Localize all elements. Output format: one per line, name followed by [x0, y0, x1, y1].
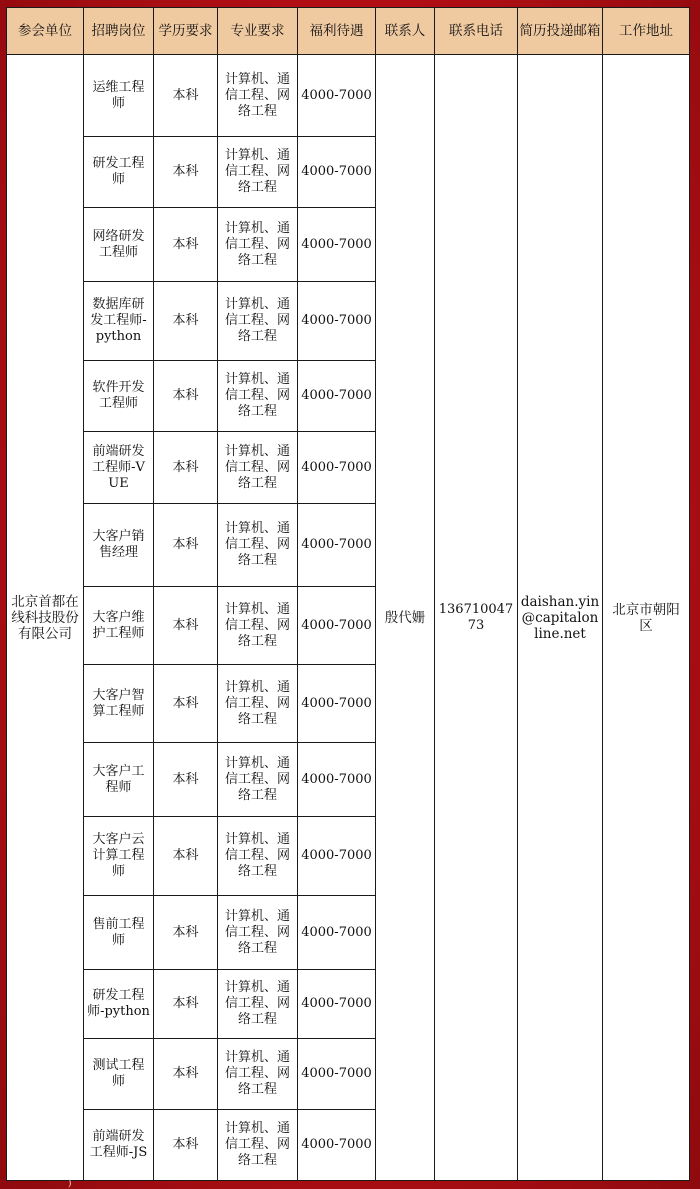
recruitment-table [6, 7, 690, 1181]
contact-cell: 殷代姗 [376, 55, 435, 1181]
salary-cell: 4000-7000 [298, 743, 376, 817]
education-cell: 本科 [154, 208, 218, 282]
position-cell: 网络研发工程师 [84, 208, 154, 282]
position-cell: 大客户销售经理 [84, 504, 154, 587]
major-cell: 计算机、通信工程、网络工程 [218, 1039, 298, 1110]
major-cell: 计算机、通信工程、网络工程 [218, 1110, 298, 1181]
salary-cell: 4000-7000 [298, 208, 376, 282]
major-cell: 计算机、通信工程、网络工程 [218, 208, 298, 282]
major-cell: 计算机、通信工程、网络工程 [218, 282, 298, 361]
major-cell: 计算机、通信工程、网络工程 [218, 137, 298, 208]
salary-cell: 4000-7000 [298, 1110, 376, 1181]
position-cell: 大客户云计算工程师 [84, 817, 154, 896]
education-cell: 本科 [154, 361, 218, 432]
salary-cell: 4000-7000 [298, 896, 376, 970]
job-fair-sheet [6, 7, 689, 1180]
header-salary: 福利待遇 [298, 8, 376, 55]
education-cell: 本科 [154, 970, 218, 1039]
position-cell: 大客户维护工程师 [84, 587, 154, 665]
header-major: 专业要求 [218, 8, 298, 55]
education-cell: 本科 [154, 55, 218, 137]
education-cell: 本科 [154, 504, 218, 587]
position-cell: 售前工程师 [84, 896, 154, 970]
major-cell: 计算机、通信工程、网络工程 [218, 504, 298, 587]
position-cell: 前端研发工程师-JS [84, 1110, 154, 1181]
position-cell: 测试工程师 [84, 1039, 154, 1110]
major-cell: 计算机、通信工程、网络工程 [218, 432, 298, 504]
salary-cell: 4000-7000 [298, 432, 376, 504]
salary-cell: 4000-7000 [298, 587, 376, 665]
table-row [7, 55, 690, 137]
company-cell: 北京首都在线科技股份有限公司 [7, 55, 84, 1181]
position-cell: 研发工程师 [84, 137, 154, 208]
position-cell: 大客户工程师 [84, 743, 154, 817]
header-position: 招聘岗位 [84, 8, 154, 55]
position-cell: 研发工程师-python [84, 970, 154, 1039]
salary-cell: 4000-7000 [298, 137, 376, 208]
position-cell: 大客户智算工程师 [84, 665, 154, 743]
position-cell: 运维工程师 [84, 55, 154, 137]
salary-cell: 4000-7000 [298, 504, 376, 587]
salary-cell: 4000-7000 [298, 55, 376, 137]
header-contact: 联系人 [376, 8, 435, 55]
phone-cell: 13671004773 [435, 55, 518, 1181]
position-cell: 前端研发工程师-VUE [84, 432, 154, 504]
major-cell: 计算机、通信工程、网络工程 [218, 665, 298, 743]
header-company: 参会单位 [7, 8, 84, 55]
education-cell: 本科 [154, 282, 218, 361]
education-cell: 本科 [154, 137, 218, 208]
major-cell: 计算机、通信工程、网络工程 [218, 743, 298, 817]
education-cell: 本科 [154, 817, 218, 896]
position-cell: 数据库研发工程师-python [84, 282, 154, 361]
education-cell: 本科 [154, 896, 218, 970]
major-cell: 计算机、通信工程、网络工程 [218, 896, 298, 970]
footer-mark: ) [68, 1179, 72, 1189]
header-education: 学历要求 [154, 8, 218, 55]
major-cell: 计算机、通信工程、网络工程 [218, 587, 298, 665]
address-cell: 北京市朝阳区 [603, 55, 690, 1181]
education-cell: 本科 [154, 665, 218, 743]
header-phone: 联系电话 [435, 8, 518, 55]
salary-cell: 4000-7000 [298, 665, 376, 743]
header-address: 工作地址 [603, 8, 690, 55]
major-cell: 计算机、通信工程、网络工程 [218, 361, 298, 432]
email-cell: daishan.yin@capitalonline.net [518, 55, 603, 1181]
major-cell: 计算机、通信工程、网络工程 [218, 970, 298, 1039]
education-cell: 本科 [154, 587, 218, 665]
header-email: 简历投递邮箱 [518, 8, 603, 55]
salary-cell: 4000-7000 [298, 361, 376, 432]
education-cell: 本科 [154, 743, 218, 817]
salary-cell: 4000-7000 [298, 970, 376, 1039]
position-cell: 软件开发工程师 [84, 361, 154, 432]
salary-cell: 4000-7000 [298, 1039, 376, 1110]
salary-cell: 4000-7000 [298, 817, 376, 896]
header-row [7, 8, 690, 55]
major-cell: 计算机、通信工程、网络工程 [218, 55, 298, 137]
education-cell: 本科 [154, 432, 218, 504]
education-cell: 本科 [154, 1039, 218, 1110]
salary-cell: 4000-7000 [298, 282, 376, 361]
education-cell: 本科 [154, 1110, 218, 1181]
major-cell: 计算机、通信工程、网络工程 [218, 817, 298, 896]
